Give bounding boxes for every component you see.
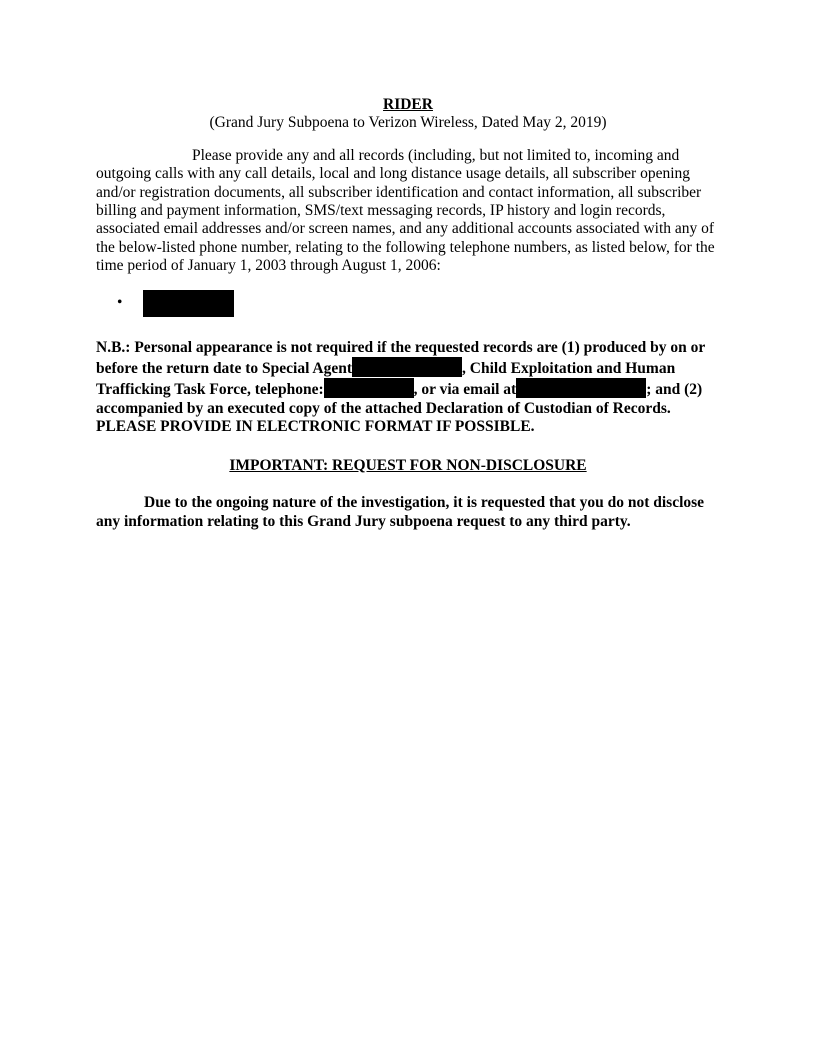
notice-text-2: , Child Exploitation and Human Trafficking Task Force, telephone:	[96, 360, 676, 399]
redacted-phone-number	[143, 290, 234, 317]
redacted-agent-name	[352, 357, 462, 377]
bullet-icon: •	[117, 294, 123, 312]
rider-subtitle: (Grand Jury Subpoena to Verizon Wireless, Dated May 2, 2019)	[209, 114, 607, 132]
records-request-text: Please provide any and all records (including, but not limited to, incoming and outgoing calls with any call details, local and long distance usage details, all subscriber opening and/or registration documents, all subscriber identification and contact information, all subscriber billing and payment information, SMS/text messaging records, IP history and login records, associated email addresses and/or screen names, and any additional accounts associated with any of the below-listed phone number, relating to the following telephone numbers, as listed below, for the time period of January 1, 2003 through August 1, 2006:	[96, 146, 715, 275]
notice-text-4: ; and (2) accompanied by an executed copy of the attached Declaration of Custodian of Records. PLEASE PROVIDE IN ELECTRONIC FORMAT IF POSSIBLE.	[96, 381, 703, 436]
nondisclosure-text: Due to the ongoing nature of the investigation, it is requested that you do not disclose any information relating to this Grand Jury subpoena request to any third party.	[96, 494, 705, 530]
notice-text-3: , or via email at	[413, 381, 517, 399]
records-request-paragraph	[96, 147, 720, 276]
nondisclosure-heading: IMPORTANT: REQUEST FOR NON-DISCLOSURE	[229, 456, 587, 474]
redacted-telephone	[324, 378, 414, 398]
redacted-email	[516, 378, 646, 398]
appearance-notice	[96, 339, 720, 437]
nondisclosure-paragraph	[96, 494, 720, 531]
rider-title: RIDER	[383, 96, 433, 113]
list-item	[96, 290, 720, 318]
phone-number-list	[96, 290, 720, 318]
rider-content	[96, 96, 720, 531]
notice-text-1: N.B.: Personal appearance is not required if the requested records are (1) produced by on or before the return date to Special Agent	[96, 338, 705, 378]
